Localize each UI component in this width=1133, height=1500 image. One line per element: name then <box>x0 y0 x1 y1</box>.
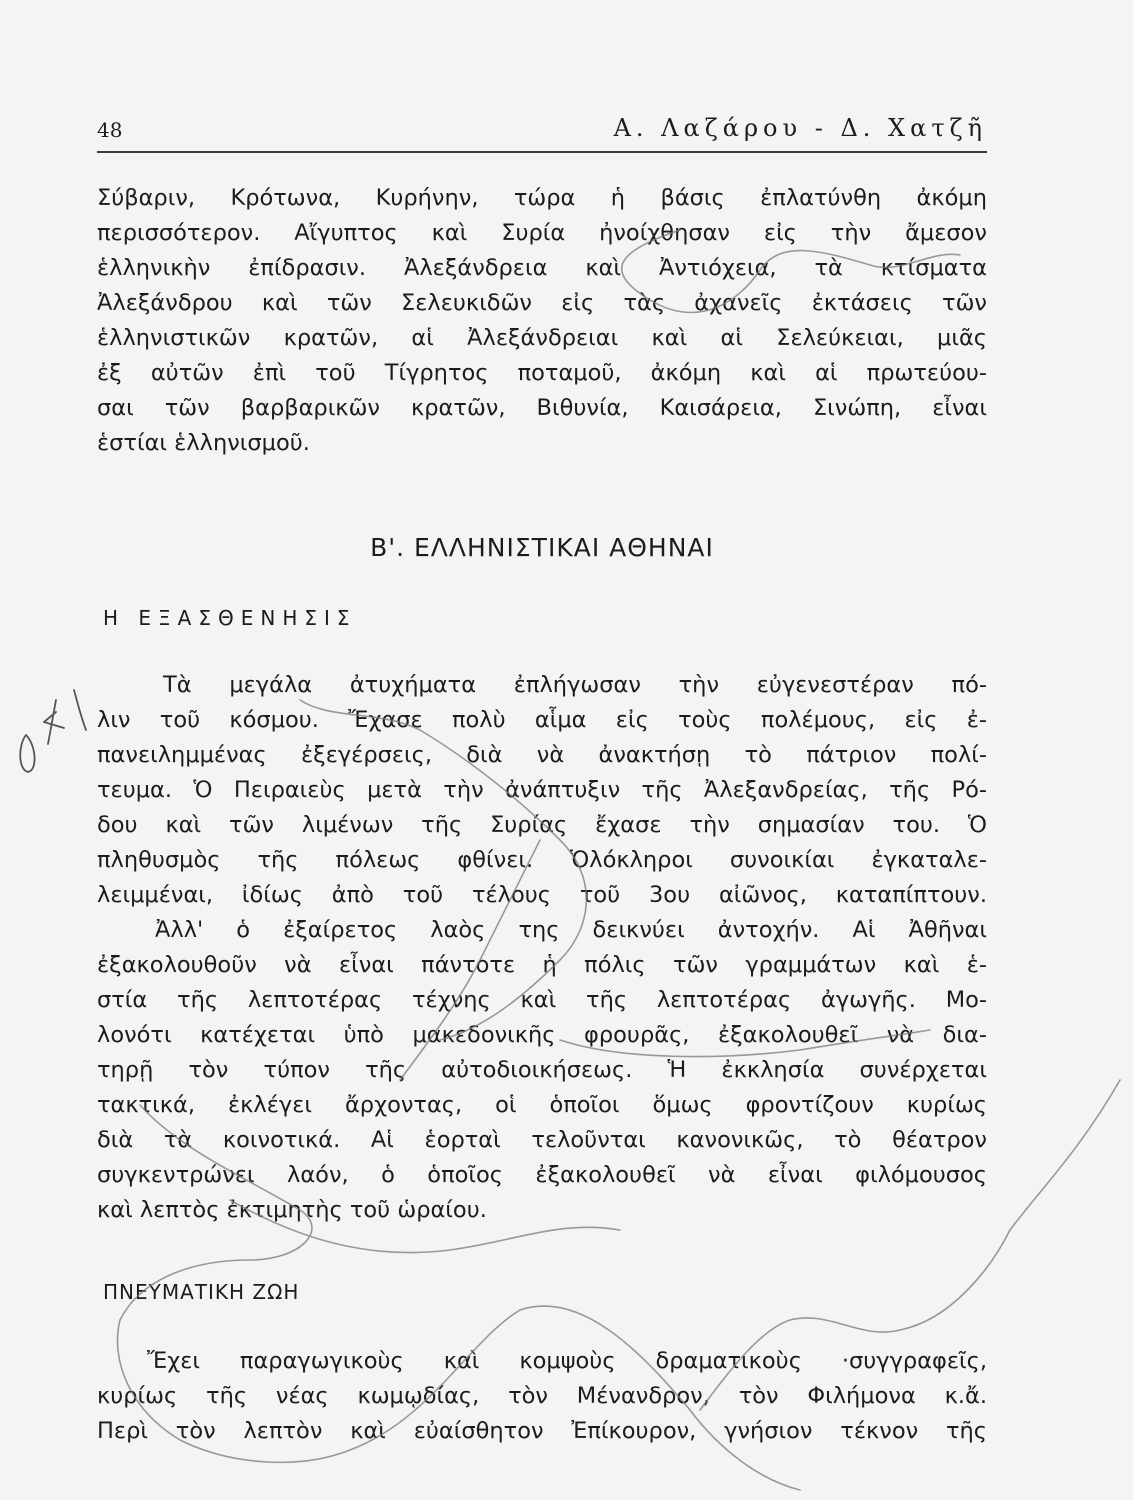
text-line: Περὶ τὸν λεπτὸν καὶ εὐαίσθητον Ἐπίκουρον, γνήσιον τέκνον τῆς <box>97 1418 987 1444</box>
pencil-curve <box>560 1030 930 1057</box>
subheading-intellectual-life: ΠΝΕΥΜΑΤΙΚΗ ΖΩΗ <box>103 1280 300 1304</box>
text-line: λιν τοῦ κόσμου. Ἔχασε πολὺ αἷμα εἰς τοὺς πολέμους, εἰς ἐ- <box>97 707 987 733</box>
page-number: 48 <box>97 118 123 142</box>
running-head-authors: Α. Λαζάρου - Δ. Χατζῆ <box>613 114 987 142</box>
margin-note-mark <box>20 690 86 772</box>
text-line: τηρῇ τὸν τύπον τῆς αὐτοδιοικήσεως. Ἡ ἐκκλησία συνέρχεται <box>97 1057 987 1083</box>
text-line: Σύβαριν, Κρότωνα, Κυρήνην, τώρα ἡ βάσις ἐπλατύνθη ἀκόμη <box>97 185 987 211</box>
pencil-curve <box>118 1320 351 1462</box>
text-line: σαι τῶν βαρβαρικῶν κρατῶν, Βιθυνία, Καισάρεια, Σινώπη, εἶναι <box>97 395 987 421</box>
text-line: Τὰ μεγάλα ἀτυχήματα ἐπλήγωσαν τὴν εὐγενεστέραν πό- <box>163 672 987 698</box>
pencil-curve <box>230 1200 620 1253</box>
text-line: ἑλληνιστικῶν κρατῶν, αἱ Ἀλεξάνδρειαι καὶ αἱ Σελεύκειαι, μιᾶς <box>97 325 987 351</box>
text-line: διὰ τὰ κοινοτικά. Αἱ ἑορταὶ τελοῦνται κανονικῶς, τὸ θέατρον <box>97 1127 987 1153</box>
text-line: πληθυσμὸς τῆς πόλεως φθίνει. Ὁλόκληροι συνοικίαι ἐγκαταλε- <box>97 847 987 873</box>
text-line: καὶ λεπτὸς ἐκτιμητὴς τοῦ ὡραίου. <box>97 1197 487 1223</box>
text-line: ἐξ αὐτῶν ἐπὶ τοῦ Τίγρητος ποταμοῦ, ἀκόμη καὶ αἱ πρωτεύου- <box>97 360 987 386</box>
text-line: πανειλημμένας ἐξεγέρσεις, διὰ νὰ ἀνακτήσῃ τὸ πάτριον πολί- <box>97 742 987 768</box>
text-line: συγκεντρώνει λαόν, ὁ ὁποῖος ἐξακολουθεῖ νὰ εἶναι φιλόμουσος <box>97 1162 987 1188</box>
margin-note: 0,4 <box>8 758 31 774</box>
section-title: Β'. ΕΛΛΗΝΙΣΤΙΚΑΙ ΑΘΗΝΑΙ <box>370 533 714 562</box>
text-line: Ἀλλ' ὁ ἐξαίρετος λαὸς της δεικνύει ἀντοχήν. Αἱ Ἀθῆναι <box>155 917 987 943</box>
text-line: λονότι κατέχεται ὑπὸ μακεδονικῆς φρουρᾶς, ἐξακολουθεῖ νὰ δια- <box>97 1022 987 1048</box>
pencil-curve <box>622 230 960 312</box>
text-line: ἐξακολουθοῦν νὰ εἶναι πάντοτε ἡ πόλις τῶν γραμμάτων καὶ ἑ- <box>97 952 987 978</box>
pencil-curve <box>120 1105 312 1320</box>
text-line: ἑστίαι ἑλληνισμοῦ. <box>97 430 310 456</box>
pencil-curve <box>350 1306 800 1490</box>
pencil-curve <box>700 1230 1010 1410</box>
text-line: ἑλληνικὴν ἐπίδρασιν. Ἀλεξάνδρεια καὶ Ἀντιόχεια, τὰ κτίσματα <box>97 255 987 281</box>
text-line: Ἀλεξάνδρου καὶ τῶν Σελευκιδῶν εἰς τὰς ἀχανεῖς ἐκτάσεις τῶν <box>97 290 987 316</box>
subheading-weakening: Η ΕΞΑΣΘΕΝΗΣΙΣ <box>103 606 357 630</box>
text-line: περισσότερον. Αἴγυπτος καὶ Συρία ἠνοίχθησαν εἰς τὴν ἄμεσον <box>97 220 987 246</box>
pencil-curve <box>300 700 586 1040</box>
text-line: Ἔχει παραγωγικοὺς καὶ κομψοὺς δραματικοὺς ·συγγραφεῖς, <box>147 1348 987 1374</box>
text-line: τευμα. Ὁ Πειραιεὺς μετὰ τὴν ἀνάπτυξιν τῆς Ἀλεξανδρείας, τῆς Ρό- <box>97 777 987 803</box>
text-line: κυρίως τῆς νέας κωμῳδίας, τὸν Μένανδρον, τὸν Φιλήμονα κ.ἄ. <box>97 1383 987 1409</box>
pencil-curve <box>400 840 540 1080</box>
text-line: λειμμέναι, ἰδίως ἀπὸ τοῦ τέλους τοῦ 3ου αἰῶνος, καταπίπτουν. <box>97 882 987 908</box>
text-line: τακτικά, ἐκλέγει ἄρχοντας, οἱ ὁποῖοι ὅμως φροντίζουν κυρίως <box>97 1092 987 1118</box>
text-line: στία τῆς λεπτοτέρας τέχνης καὶ τῆς λεπτοτέρας ἀγωγῆς. Μο- <box>97 987 987 1013</box>
text-line: δου καὶ τῶν λιμένων τῆς Συρίας ἔχασε τὴν σημασίαν του. Ὁ <box>97 812 987 838</box>
pencil-curve <box>1010 1080 1120 1230</box>
